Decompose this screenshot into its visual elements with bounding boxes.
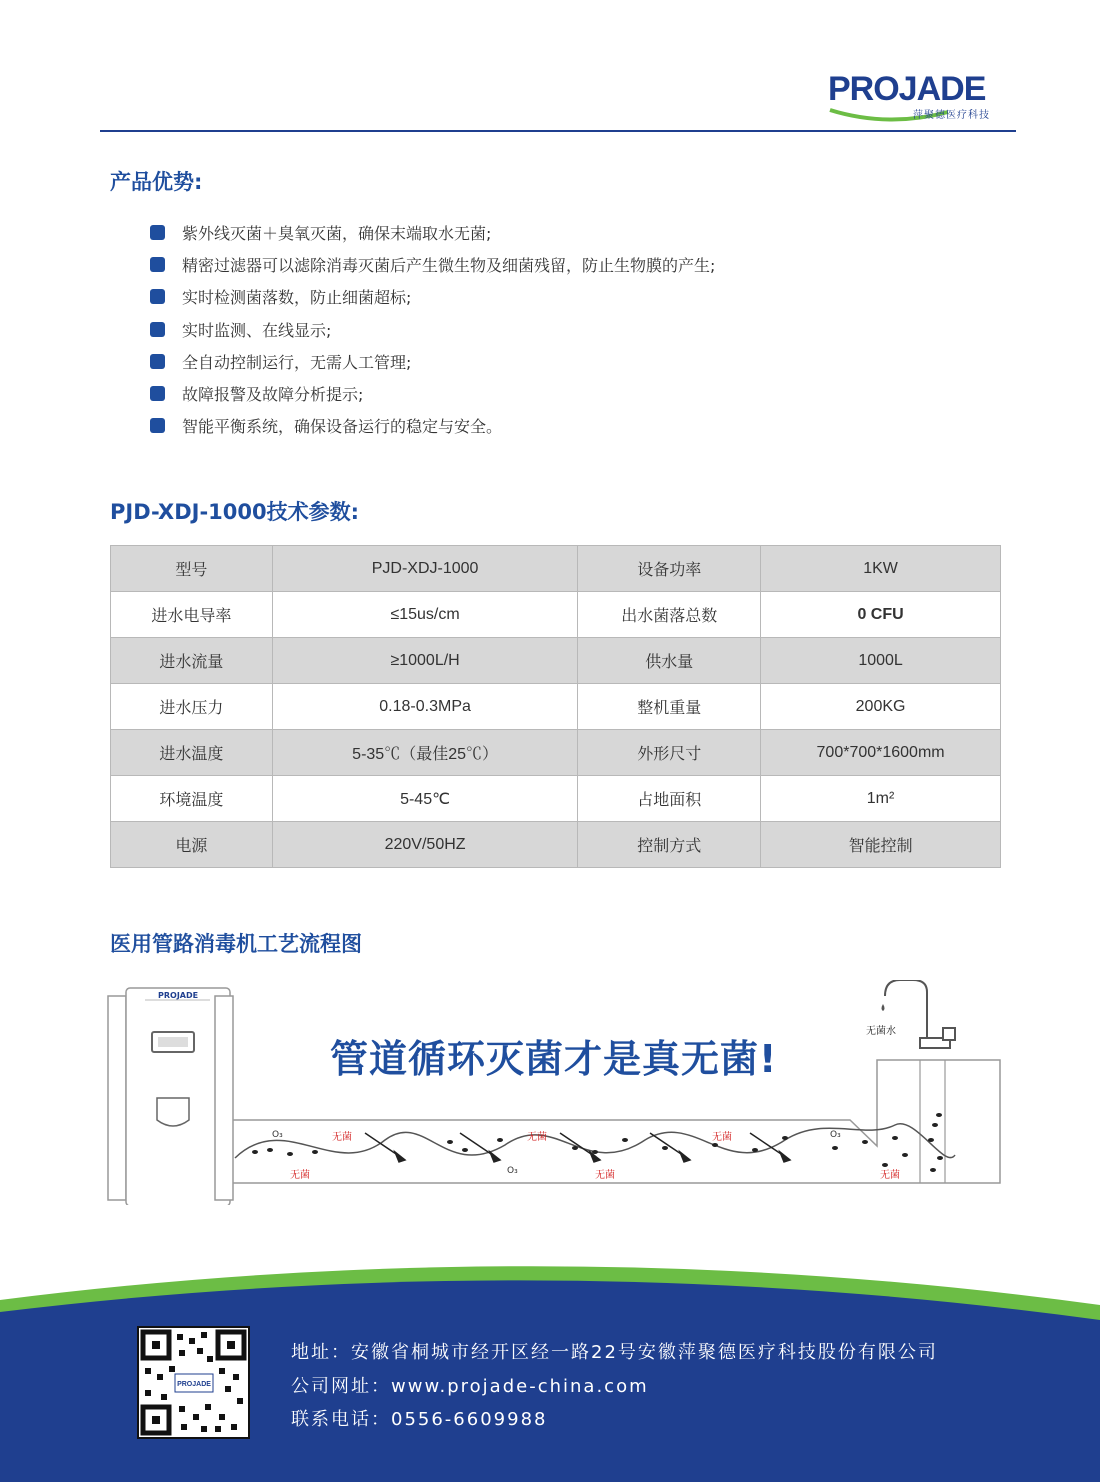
specs-title: PJD-XDJ-1000技术参数:	[110, 500, 360, 524]
table-row	[111, 776, 1001, 822]
process-title: 医用管路消毒机工艺流程图	[110, 932, 362, 956]
machine-logo: PROJADE	[158, 991, 199, 1000]
qr-code	[137, 1326, 250, 1439]
table-cell: 整机重量	[578, 684, 761, 730]
logo-wordmark: PROJADE	[828, 70, 986, 108]
list-item	[150, 410, 715, 442]
bullet-icon	[150, 418, 165, 433]
table-cell: 进水流量	[111, 638, 273, 684]
logo-subtitle: 萍聚德医疗科技	[913, 110, 990, 121]
table-cell: 5-45℃	[272, 776, 578, 822]
table-row	[111, 684, 1001, 730]
bullet-icon	[150, 289, 165, 304]
table-cell: PJD-XDJ-1000	[272, 546, 578, 592]
table-cell: 外形尺寸	[578, 730, 761, 776]
contact-phone: 联系电话：0556-6609988	[291, 1409, 548, 1430]
bullet-icon	[150, 322, 165, 337]
list-item	[150, 313, 715, 345]
table-cell: 电源	[111, 822, 273, 868]
table-cell: ≥1000L/H	[272, 638, 578, 684]
list-item	[150, 248, 715, 280]
list-item-text: 实时检测菌落数，防止细菌超标;	[182, 288, 412, 308]
contact-website: 公司网址：www.projade-china.com	[291, 1376, 649, 1397]
bullet-icon	[150, 354, 165, 369]
table-cell: 220V/50HZ	[272, 822, 578, 868]
list-item-text: 紫外线灭菌＋臭氧灭菌，确保末端取水无菌;	[182, 223, 492, 243]
process-diagram	[105, 980, 1010, 1205]
table-cell: 智能控制	[761, 822, 1001, 868]
spec-table	[110, 545, 1001, 868]
bullet-icon	[150, 225, 165, 240]
list-item-text: 故障报警及故障分析提示;	[182, 385, 364, 405]
list-item	[150, 216, 715, 248]
machine-illustration	[108, 988, 233, 1205]
advantages-list	[150, 216, 715, 442]
list-item-text: 实时监测、在线显示;	[182, 320, 332, 340]
table-row	[111, 822, 1001, 868]
bullet-icon	[150, 386, 165, 401]
process-slogan: 管道循环灭菌才是真无菌!	[330, 1037, 778, 1081]
table-cell-highlight: 0 CFU	[761, 592, 1001, 638]
header-rule	[100, 130, 1016, 132]
table-cell: 进水电导率	[111, 592, 273, 638]
bacteria-particles	[252, 1113, 943, 1172]
table-cell: 出水菌落总数	[578, 592, 761, 638]
table-cell: 200KG	[761, 684, 1001, 730]
table-cell: 进水压力	[111, 684, 273, 730]
table-cell: 环境温度	[111, 776, 273, 822]
table-row	[111, 638, 1001, 684]
table-cell: 占地面积	[578, 776, 761, 822]
ozone-label: O₃	[830, 1130, 841, 1140]
list-item-text: 智能平衡系统，确保设备运行的稳定与安全。	[182, 417, 503, 437]
table-cell: 型号	[111, 546, 273, 592]
table-cell: 供水量	[578, 638, 761, 684]
sterile-label: 无菌	[290, 1170, 310, 1181]
brand-logo	[828, 70, 998, 125]
table-cell: 进水温度	[111, 730, 273, 776]
sterile-label: 无菌	[332, 1132, 352, 1143]
table-cell: 0.18-0.3MPa	[272, 684, 578, 730]
qr-logo: PROJADE	[177, 1381, 211, 1388]
list-item-text: 全自动控制运行，无需人工管理;	[182, 352, 412, 372]
tap-label: 无菌水	[866, 1026, 896, 1037]
list-item	[150, 377, 715, 409]
list-item	[150, 345, 715, 377]
table-cell: ≤15us/cm	[272, 592, 578, 638]
table-cell: 1000L	[761, 638, 1001, 684]
table-row	[111, 592, 1001, 638]
sterile-label: 无菌	[880, 1170, 900, 1181]
bullet-icon	[150, 257, 165, 272]
sterile-label: 无菌	[527, 1132, 547, 1143]
qr-pattern	[139, 1328, 248, 1437]
table-cell: 700*700*1600mm	[761, 730, 1001, 776]
table-cell: 设备功率	[578, 546, 761, 592]
ozone-label: O₃	[507, 1166, 518, 1176]
table-cell: 1m²	[761, 776, 1001, 822]
table-row	[111, 730, 1001, 776]
ozone-label: O₃	[272, 1130, 283, 1140]
advantages-title: 产品优势:	[110, 170, 203, 194]
table-cell: 控制方式	[578, 822, 761, 868]
sterile-label: 无菌	[595, 1170, 615, 1181]
contact-address: 地址：安徽省桐城市经开区经一路22号安徽萍聚德医疗科技股份有限公司	[291, 1342, 938, 1363]
water-drop-icon	[882, 1004, 885, 1011]
list-item-text: 精密过滤器可以滤除消毒灭菌后产生微生物及细菌残留，防止生物膜的产生;	[182, 255, 716, 275]
table-cell: 5-35℃（最佳25℃）	[272, 730, 578, 776]
sterile-label: 无菌	[712, 1132, 732, 1143]
faucet-icon	[885, 980, 955, 1048]
table-row	[111, 546, 1001, 592]
list-item	[150, 281, 715, 313]
table-cell: 1KW	[761, 546, 1001, 592]
